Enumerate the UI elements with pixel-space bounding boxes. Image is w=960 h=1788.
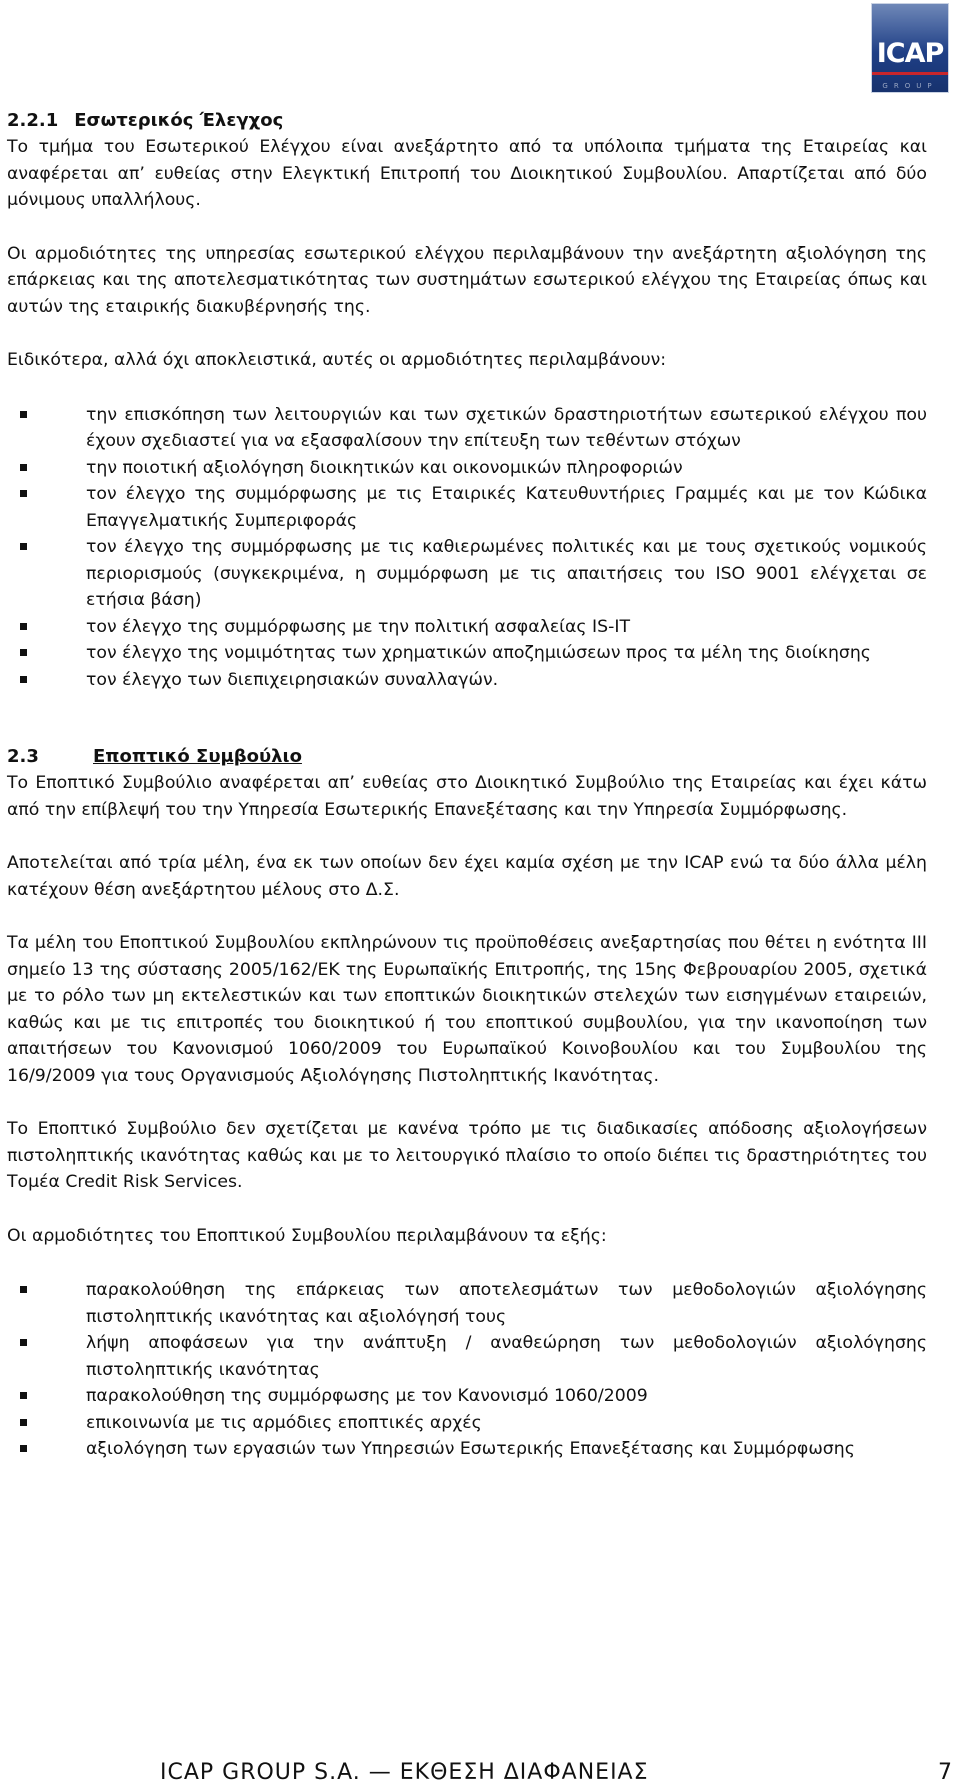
paragraph: Το Εποπτικό Συμβούλιο αναφέρεται απ’ ευθείας στο Διοικητικό Συμβούλιο της Εταιρείας και έχει κάτω από την επίβλεψή του την Υπηρεσία Εσωτερικής Επανεξέτασης και την Υπηρεσία Συμμόρφωσης. (7, 773, 927, 820)
list-item: παρακολούθηση της επάρκειας των αποτελεσμάτων των μεθοδολογιών αξιολόγησης πιστοληπτικής ικανότητας και αξιολόγησή τους (7, 1277, 927, 1330)
list-item: την επισκόπηση των λειτουργιών και των σχετικών δραστηριοτήτων εσωτερικού ελέγχου που έχουν σχεδιαστεί για να εξασφαλίσουν την επίτευξη των τεθέντων στόχων (7, 402, 927, 455)
section-heading-internal-audit (7, 108, 927, 134)
list-item: τον έλεγχο της συμμόρφωσης με την πολιτική ασφαλείας IS-IT (7, 614, 927, 641)
list-item: τον έλεγχο των διεπιχειρησιακών συναλλαγών. (7, 667, 927, 694)
icap-logo (872, 4, 948, 92)
section-heading-supervisory-board (7, 744, 927, 770)
list-item: αξιολόγηση των εργασιών των Υπηρεσιών Εσωτερικής Επανεξέτασης και Συμμόρφωσης (7, 1436, 927, 1463)
list-item: τον έλεγχο της συμμόρφωσης με τις Εταιρικές Κατευθυντήριες Γραμμές και με τον Κώδικα Επαγγελματικής Συμπεριφοράς (7, 481, 927, 534)
logo-group: GROUP (882, 82, 938, 90)
list-item: τον έλεγχο της συμμόρφωσης με τις καθιερωμένες πολιτικές και με τους σχετικούς νομικούς περιορισμούς (συγκεκριμένα, η συμμόρφωση με τις απαιτήσεις του ISO 9001 ελέγχεται σε ετήσια βάση) (7, 534, 927, 614)
list-item: τον έλεγχο της νομιμότητας των χρηματικών αποζημιώσεων προς τα μέλη της διοίκησης (7, 640, 927, 667)
page-content (7, 108, 927, 1463)
section-title: Εποπτικό Συμβούλιο (93, 746, 302, 767)
list-item: την ποιοτική αξιολόγηση διοικητικών και οικονομικών πληροφοριών (7, 455, 927, 482)
paragraph: Τα μέλη του Εποπτικού Συμβουλίου εκπληρώνουν τις προϋποθέσεις ανεξαρτησίας που θέτει η ενότητα III σημείο 13 της σύστασης 2005/162/ΕΚ της Ευρωπαϊκής Επιτροπής, της 15ης Φεβρουαρίου 2005, σχετικά με το ρόλο των μη εκτελεστικών και των εποπτικών διοικητικών στελεχών των εισηγμένων εταιρειών, καθώς και με τις επιτροπές του διοικητικού ή του εποπτικού συμβουλίου, για την ικανοποίηση των απαιτήσεων του Κανονισμού 1060/2009 του Ευρωπαϊκού Κοινοβουλίου και του Συμβουλίου της 16/9/2009 για τους Οργανισμούς Αξιολόγησης Πιστοληπτικής Ικανότητας. (7, 933, 927, 1086)
paragraph: Το Εποπτικό Συμβούλιο δεν σχετίζεται με κανένα τρόπο με τις διαδικασίες απόδοσης αξιολογήσεων πιστοληπτικής ικανότητας καθώς και με το λειτουργικό πλαίσιο το οποίο διέπει τις δραστηριότητες του Τομέα Credit Risk Services. (7, 1119, 927, 1192)
section-number: 2.3 (7, 746, 39, 767)
bullet-list-supervisory-board (7, 1277, 927, 1463)
paragraph: Αποτελείται από τρία μέλη, ένα εκ των οποίων δεν έχει καμία σχέση με την ICAP ενώ τα δύο άλλα μέλη κατέχουν θέση ανεξάρτητου μέλους στο Δ.Σ. (7, 853, 927, 900)
page-footer: ICAP GROUP S.A. — ΕΚΘΕΣΗ ΔΙΑΦΑΝΕΙΑΣ (160, 1760, 649, 1785)
list-item: παρακολούθηση της συμμόρφωσης με τον Κανονισμό 1060/2009 (7, 1383, 927, 1410)
section-title: Εσωτερικός Έλεγχος (74, 110, 284, 131)
list-item: επικοινωνία με τις αρμόδιες εποπτικές αρχές (7, 1410, 927, 1437)
bullet-list-internal-audit (7, 402, 927, 694)
page-number: 7 (938, 1760, 952, 1785)
paragraph: Οι αρμοδιότητες της υπηρεσίας εσωτερικού ελέγχου περιλαμβάνουν την ανεξάρτητη αξιολόγηση της επάρκειας και της αποτελεσματικότητας των συστημάτων εσωτερικού ελέγχου της Εταιρείας όπως και αυτών της εταιρικής διακυβέρνησής της. (7, 243, 927, 317)
logo-word: ICAP (876, 38, 944, 69)
list-item: λήψη αποφάσεων για την ανάπτυξη / αναθεώρηση των μεθοδολογιών αξιολόγησης πιστοληπτικής ικανότητας (7, 1330, 927, 1383)
section-number: 2.2.1 (7, 110, 59, 131)
logo-stripe (872, 72, 948, 75)
paragraph: Οι αρμοδιότητες του Εποπτικού Συμβουλίου περιλαμβάνουν τα εξής: (7, 1225, 607, 1246)
paragraph: Ειδικότερα, αλλά όχι αποκλειστικά, αυτές οι αρμοδιότητες περιλαμβάνουν: (7, 350, 667, 370)
paragraph: Το τμήμα του Εσωτερικού Ελέγχου είναι ανεξάρτητο από τα υπόλοιπα τμήματα της Εταιρείας και αναφέρεται απ’ ευθείας στην Ελεγκτική Επιτροπή του Διοικητικού Συμβουλίου. Απαρτίζεται από δύο μόνιμους υπαλλήλους. (7, 137, 927, 210)
